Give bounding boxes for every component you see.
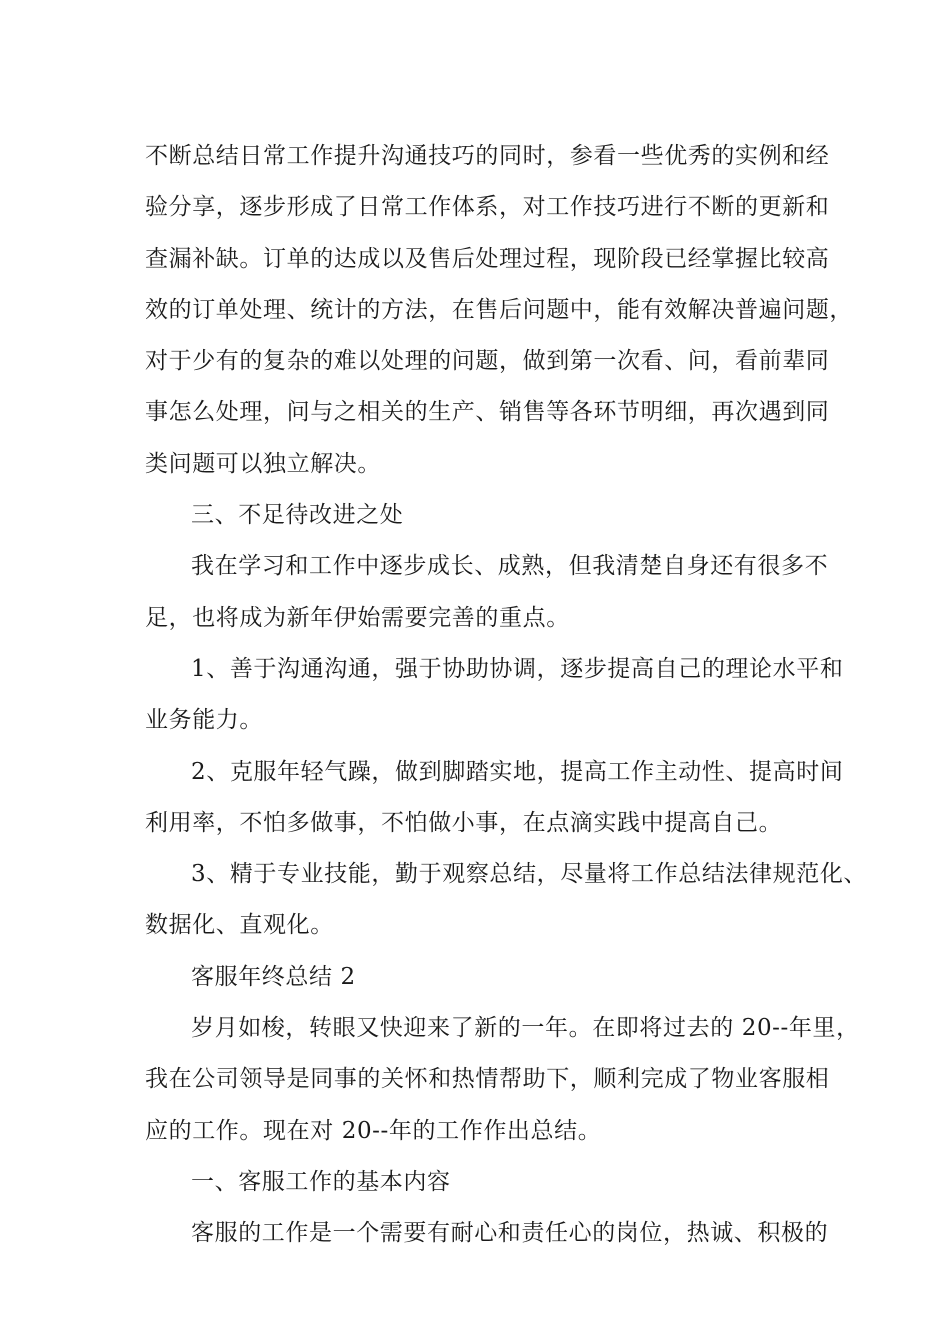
- text-line: 2、克服年轻气躁，做到脚踏实地，提高工作主动性、提高时间: [191, 758, 844, 785]
- text-line: 3、精于专业技能，勤于观察总结，尽量将工作总结法律规范化、: [191, 861, 868, 888]
- text-line: 三、不足待改进之处: [191, 502, 404, 529]
- text-line: 足，也将成为新年伊始需要完善的重点。: [145, 604, 570, 631]
- text-line: 一、客服工作的基本内容: [191, 1168, 451, 1195]
- text-line: 对于少有的复杂的难以处理的问题，做到第一次看、问，看前辈同: [145, 348, 830, 375]
- text-line: 客服的工作是一个需要有耐心和责任心的岗位，热诚、积极的: [191, 1220, 829, 1247]
- text-line: 我在学习和工作中逐步成长、成熟，但我清楚自身还有很多不: [191, 553, 829, 580]
- text-line: 业务能力。: [145, 707, 263, 734]
- text-line: 1、善于沟通沟通，强于协助协调，逐步提高自己的理论水平和: [191, 655, 844, 682]
- text-line: 岁月如梭，转眼又快迎来了新的一年。在即将过去的 20--年里，: [191, 1015, 860, 1042]
- text-line: 我在公司领导是同事的关怀和热情帮助下，顺利完成了物业客服相: [145, 1066, 830, 1093]
- text-line: 客服年终总结 2: [191, 963, 356, 990]
- text-line: 类问题可以独立解决。: [145, 450, 381, 477]
- text-line: 验分享，逐步形成了日常工作体系，对工作技巧进行不断的更新和: [145, 194, 830, 221]
- text-line: 利用率，不怕多做事，不怕做小事，在点滴实践中提高自己。: [145, 809, 783, 836]
- document-body: [145, 131, 868, 1260]
- text-line: 事怎么处理，问与之相关的生产、销售等各环节明细，再次遇到同: [145, 399, 830, 426]
- text-line: 数据化、直观化。: [145, 912, 334, 939]
- text-line: 查漏补缺。订单的达成以及售后处理过程，现阶段已经掌握比较高: [145, 245, 830, 272]
- text-line: 应的工作。现在对 20--年的工作作出总结。: [145, 1117, 602, 1144]
- text-line: 不断总结日常工作提升沟通技巧的同时，参看一些优秀的实例和经: [145, 143, 830, 169]
- text-line: 效的订单处理、统计的方法，在售后问题中，能有效解决普遍问题，: [145, 296, 853, 323]
